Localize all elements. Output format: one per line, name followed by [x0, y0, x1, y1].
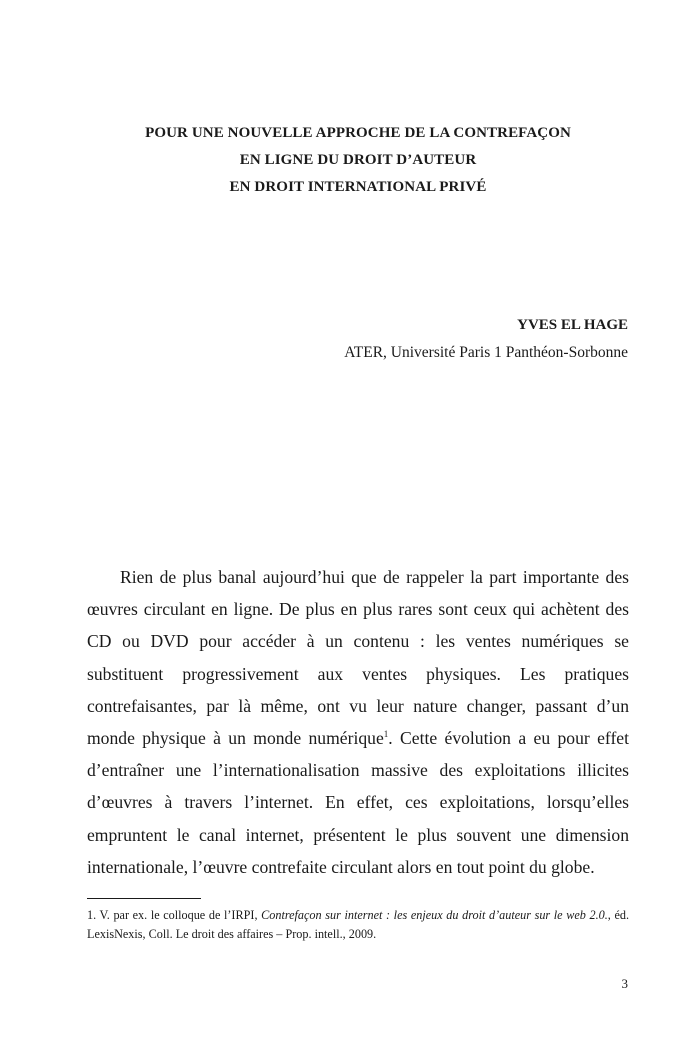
title-line-3: EN DROIT INTERNATIONAL PRIVÉ — [229, 179, 487, 195]
article-title — [0, 120, 700, 201]
footnote-tail: , éd. LexisNexis, Coll. Le droit des affaires – Prop. intell., 2009. — [87, 908, 629, 941]
paragraph-text-part2: . Cette évolution a eu pour effet d’entraîner une l’internationalisation massive des exploitations illicites d’œuvres à travers l’internet. En effet, ces exploitations, lorsqu’elles empruntent le canal internet, présentent le plus souvent une dimension internationale, l’œuvre contrefaite circulant alors en tout point du globe. — [87, 728, 629, 877]
author-affiliation: ATER, Université Paris 1 Panthéon-Sorbonne — [344, 344, 628, 361]
author-name: YVES EL HAGE — [517, 317, 628, 333]
author-block — [344, 312, 628, 366]
body-paragraph — [87, 561, 629, 883]
footnote — [87, 906, 629, 944]
footnote-cited-title: Contrefaçon sur internet : les enjeux du droit d’auteur sur le web 2.0. — [261, 908, 608, 922]
footnote-lead: 1. V. par ex. le colloque de l’IRPI, — [87, 908, 262, 922]
paragraph-text-part1: Rien de plus banal aujourd’hui que de rappeler la part importante des œuvres circulant en ligne. De plus en plus rares sont ceux qui achètent des CD ou DVD pour accéder à un contenu : les ventes numériques se substituent progressivement aux ventes physiques. Les pratiques contrefaisantes, par là même, ont vu leur nature changer, passant d’un monde physique à un monde numérique — [87, 567, 629, 749]
footnote-reference[interactable]: 1 — [383, 729, 389, 740]
title-line-2: EN LIGNE DU DROIT D’AUTEUR — [239, 152, 477, 168]
title-line-1: POUR UNE NOUVELLE APPROCHE DE LA CONTREFAÇON — [145, 125, 571, 141]
page-number: 3 — [621, 976, 628, 991]
footnote-separator — [87, 898, 201, 899]
